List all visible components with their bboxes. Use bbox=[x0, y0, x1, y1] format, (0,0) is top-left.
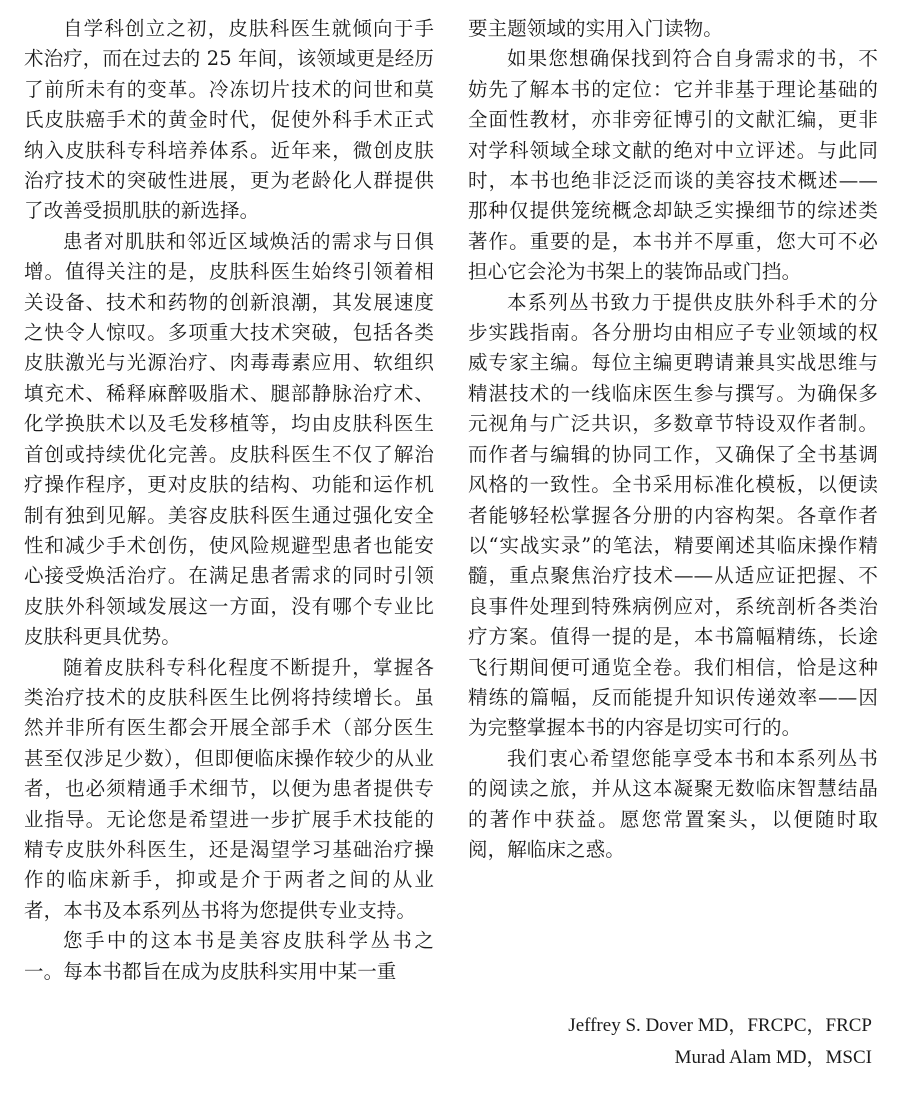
signature-dover: Jeffrey S. Dover MD，FRCPC，FRCP bbox=[568, 1015, 872, 1036]
paragraph: 如果您想确保找到符合自身需求的书，不妨先了解本书的定位：它并非基于理论基础的全面性教材，亦非旁征博引的文献汇编，更非对学科领域全球文献的绝对中立评述。与此同时，本书也绝非泛泛而谈的美容技术概述——那种仅提供笼统概念却缺乏实操细节的综述类著作。重要的是，本书并不厚重，您大可不必担心它会沦为书架上的装饰品或门挡。 bbox=[468, 47, 878, 284]
right-column bbox=[468, 14, 878, 865]
paragraph: 我们衷心希望您能享受本书和本系列丛书的阅读之旅，并从这本凝聚无数临床智慧结晶的著作中获益。愿您常置案头，以便随时取阅，解临床之惑。 bbox=[468, 746, 878, 861]
signature-alam: Murad Alam MD，MSCI bbox=[674, 1047, 872, 1068]
paragraph: 自学科创立之初，皮肤科医生就倾向于手术治疗，而在过去的 25 年间，该领域更是经历了前所未有的变革。冷冻切片技术的问世和莫氏皮肤癌手术的黄金时代，促使外科手术正式纳入皮肤科专科培养体系。近年来，微创皮肤治疗技术的突破性进展，更为老龄化人群提供了改善受损肌肤的新选择。 bbox=[24, 17, 435, 223]
author-signatures bbox=[568, 1010, 872, 1074]
paragraph: 患者对肌肤和邻近区域焕活的需求与日俱增。值得关注的是，皮肤科医生始终引领着相关设备、技术和药物的创新浪潮，其发展速度之快令人惊叹。多项重大技术突破，包括各类皮肤激光与光源治疗、肉毒毒素应用、软组织填充术、稀释麻醉吸脂术、腿部静脉治疗术、化学换肤术以及毛发移植等，均由皮肤科医生首创或持续优化完善。皮肤科医生不仅了解治疗操作程序，更对皮肤的结构、功能和运作机制有独到见解。美容皮肤科医生通过强化安全性和减少手术创伤，使风险规避型患者也能安心接受焕活治疗。在满足患者需求的同时引领皮肤外科领域发展这一方面，没有哪个专业比皮肤科更具优势。 bbox=[24, 229, 434, 649]
paragraph: 随着皮肤科专科化程度不断提升，掌握各类治疗技术的皮肤科医生比例将持续增长。虽然并非所有医生都会开展全部手术（部分医生甚至仅涉足少数），但即便临床操作较少的从业者，也必须精通手术细节，以便为患者提供专业指导。无论您是希望进一步扩展手术技能的精专皮肤外科医生，还是渴望学习基础治疗操作的临床新手，抑或是介于两者之间的从业者，本书及本系列丛书将为您提供专业支持。 bbox=[24, 655, 434, 922]
paragraph: 本系列丛书致力于提供皮肤外科手术的分步实践指南。各分册均由相应子专业领域的权威专家主编。每位主编更聘请兼具实战思维与精湛技术的一线临床医生参与撰写。为确保多元视角与广泛共识，多数章节特设双作者制。而作者与编辑的协同工作，又确保了全书基调风格的一致性。全书采用标准化模板，以便读者能够轻松掌握各分册的内容构架。各章作者以“实战实录”的笔法，精要阐述其临床操作精髓，重点聚焦治疗技术——从适应证把握、不良事件处理到特殊病例应对，系统剖析各类治疗方案。值得一提的是，本书篇幅精练，长途飞行期间便可通览全卷。我们相信，恰是这种精练的篇幅，反而能提升知识传递效率——因为完整掌握本书的内容是切实可行的。 bbox=[468, 290, 878, 740]
paragraph: 您手中的这本书是美容皮肤科学丛书之一。每本书都旨在成为皮肤科实用中某一重 bbox=[24, 929, 434, 983]
left-column bbox=[24, 14, 434, 987]
paragraph-continuation: 要主题领域的实用入门读物。 bbox=[468, 17, 723, 40]
